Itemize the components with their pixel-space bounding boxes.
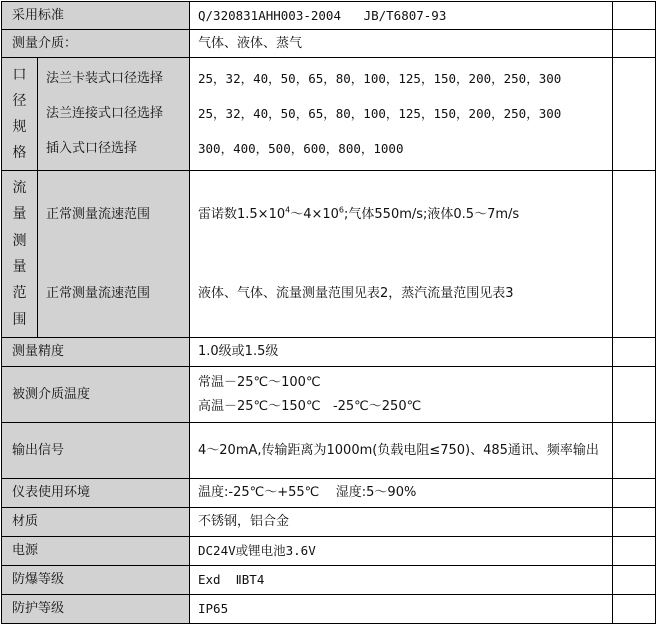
flow-range-row-label (38, 171, 189, 337)
medium-value-text: 气体、液体、蒸气 (198, 35, 303, 51)
explosion-label (2, 566, 189, 594)
caliber-insert-label: 插入式口径选择 (46, 140, 138, 156)
grid-line (189, 1, 190, 624)
output-value (190, 423, 612, 478)
environment-value (190, 479, 612, 507)
flow-velocity-value (198, 206, 519, 224)
grid-line (1, 1, 2, 624)
flow-group-char: 量 (12, 206, 27, 223)
standard-value-text: Q/320831AHH003-2004 JB/T6807-93 (198, 7, 447, 23)
standard-label-text: 采用标准 (12, 7, 65, 23)
grid-line (1, 57, 656, 58)
caliber-insert-value: 300，400，500，600，800，1000 (198, 140, 404, 156)
power-label-text: 电源 (12, 543, 39, 558)
grid-line (1, 507, 656, 508)
caliber-group-char: 规 (12, 119, 27, 135)
grid-line (1, 594, 656, 595)
power-label (2, 537, 189, 565)
grid-line (612, 1, 613, 624)
flow-group-char: 范 (12, 285, 27, 302)
output-label-text: 输出信号 (12, 442, 65, 458)
material-label (2, 508, 189, 536)
environment-label-text: 仪表使用环境 (12, 485, 91, 500)
output-label (2, 423, 189, 478)
medium-value (190, 30, 612, 57)
temperature-value (190, 367, 612, 422)
temperature-normal: 常温－25℃～100℃ (198, 374, 321, 390)
caliber-values (190, 58, 612, 170)
flow-group-char: 量 (12, 259, 27, 276)
explosion-label-text: 防爆等级 (12, 572, 65, 587)
medium-label (2, 30, 189, 57)
material-label-text: 材质 (12, 514, 39, 529)
reynolds-text-2: ～4×10 (290, 206, 339, 222)
grid-line (1, 478, 656, 479)
velocity-text: ;气体550m/s;液体0.5～7m/s (344, 206, 520, 222)
caliber-row-label (38, 58, 189, 170)
protection-value-text: IP65 (198, 601, 229, 616)
grid-line (37, 57, 38, 338)
environment-label (2, 479, 189, 507)
caliber-group-char: 径 (12, 93, 27, 109)
caliber-flange-clamp-value: 25，32，40，50，65，80，100，125，150，200，250，300 (198, 71, 562, 87)
accuracy-label (2, 338, 189, 366)
material-value (190, 508, 612, 536)
grid-line (1, 623, 656, 624)
grid-line (1, 170, 656, 171)
power-value (190, 537, 612, 565)
flow-group-char: 流 (12, 180, 27, 197)
reynolds-text: 雷诺数1.5×10 (198, 206, 286, 222)
flow-range-value: 液体、气体、流量测量范围见表2，蒸汽流量范围见表3 (198, 285, 514, 301)
accuracy-label-text: 测量精度 (12, 344, 65, 359)
accuracy-value (190, 338, 612, 366)
caliber-group-char: 口 (12, 67, 27, 83)
medium-label-text: 测量介质： (12, 35, 78, 51)
explosion-value-text: Exd ⅡBT4 (198, 572, 265, 587)
caliber-group-label (2, 58, 37, 170)
caliber-flange-connect-value: 25，32，40，50，65，80，100，125，150，200，250，300 (198, 105, 562, 121)
grid-line (1, 1, 656, 2)
temperature-label-text: 被测介质温度 (12, 386, 91, 402)
grid-line (1, 536, 656, 537)
exponent-4: 4 (285, 205, 291, 215)
protection-value (190, 595, 612, 623)
standard-value (190, 2, 612, 29)
grid-line (1, 29, 656, 30)
protection-label (2, 595, 189, 623)
grid-line (1, 422, 656, 423)
power-value-text: DC24V或锂电池3.6V (198, 543, 316, 558)
explosion-value (190, 566, 612, 594)
exponent-6: 6 (338, 205, 345, 215)
caliber-flange-clamp-label: 法兰卡装式口径选择 (46, 71, 164, 87)
flow-group-char: 围 (12, 311, 27, 328)
grid-line (1, 337, 656, 338)
flow-range-group-label (2, 171, 37, 337)
environment-value-text: 温度:-25℃～+55℃ 湿度:5～90% (198, 485, 417, 500)
flow-velocity-label: 正常测量流速范围 (46, 206, 151, 222)
temperature-label (2, 367, 189, 422)
flow-range-values (190, 171, 612, 337)
temperature-high: 高温－25℃～150℃ -25℃～250℃ (198, 398, 422, 414)
empty-column (613, 2, 656, 623)
flow-group-char: 测 (12, 232, 27, 249)
caliber-group-char: 格 (12, 145, 27, 161)
grid-line (1, 366, 656, 367)
material-value-text: 不锈钢，铝合金 (198, 514, 290, 529)
grid-line (1, 565, 656, 566)
accuracy-value-text: 1.0级或1.5级 (198, 344, 279, 359)
protection-label-text: 防护等级 (12, 601, 65, 616)
output-value-text: 4～20mA,传输距离为1000m(负载电阻≤750)、485通讯、频率输出 (198, 442, 599, 458)
flow-range-label: 正常测量流速范围 (46, 285, 151, 301)
standard-label (2, 2, 189, 29)
caliber-flange-connect-label: 法兰连接式口径选择 (46, 105, 164, 121)
